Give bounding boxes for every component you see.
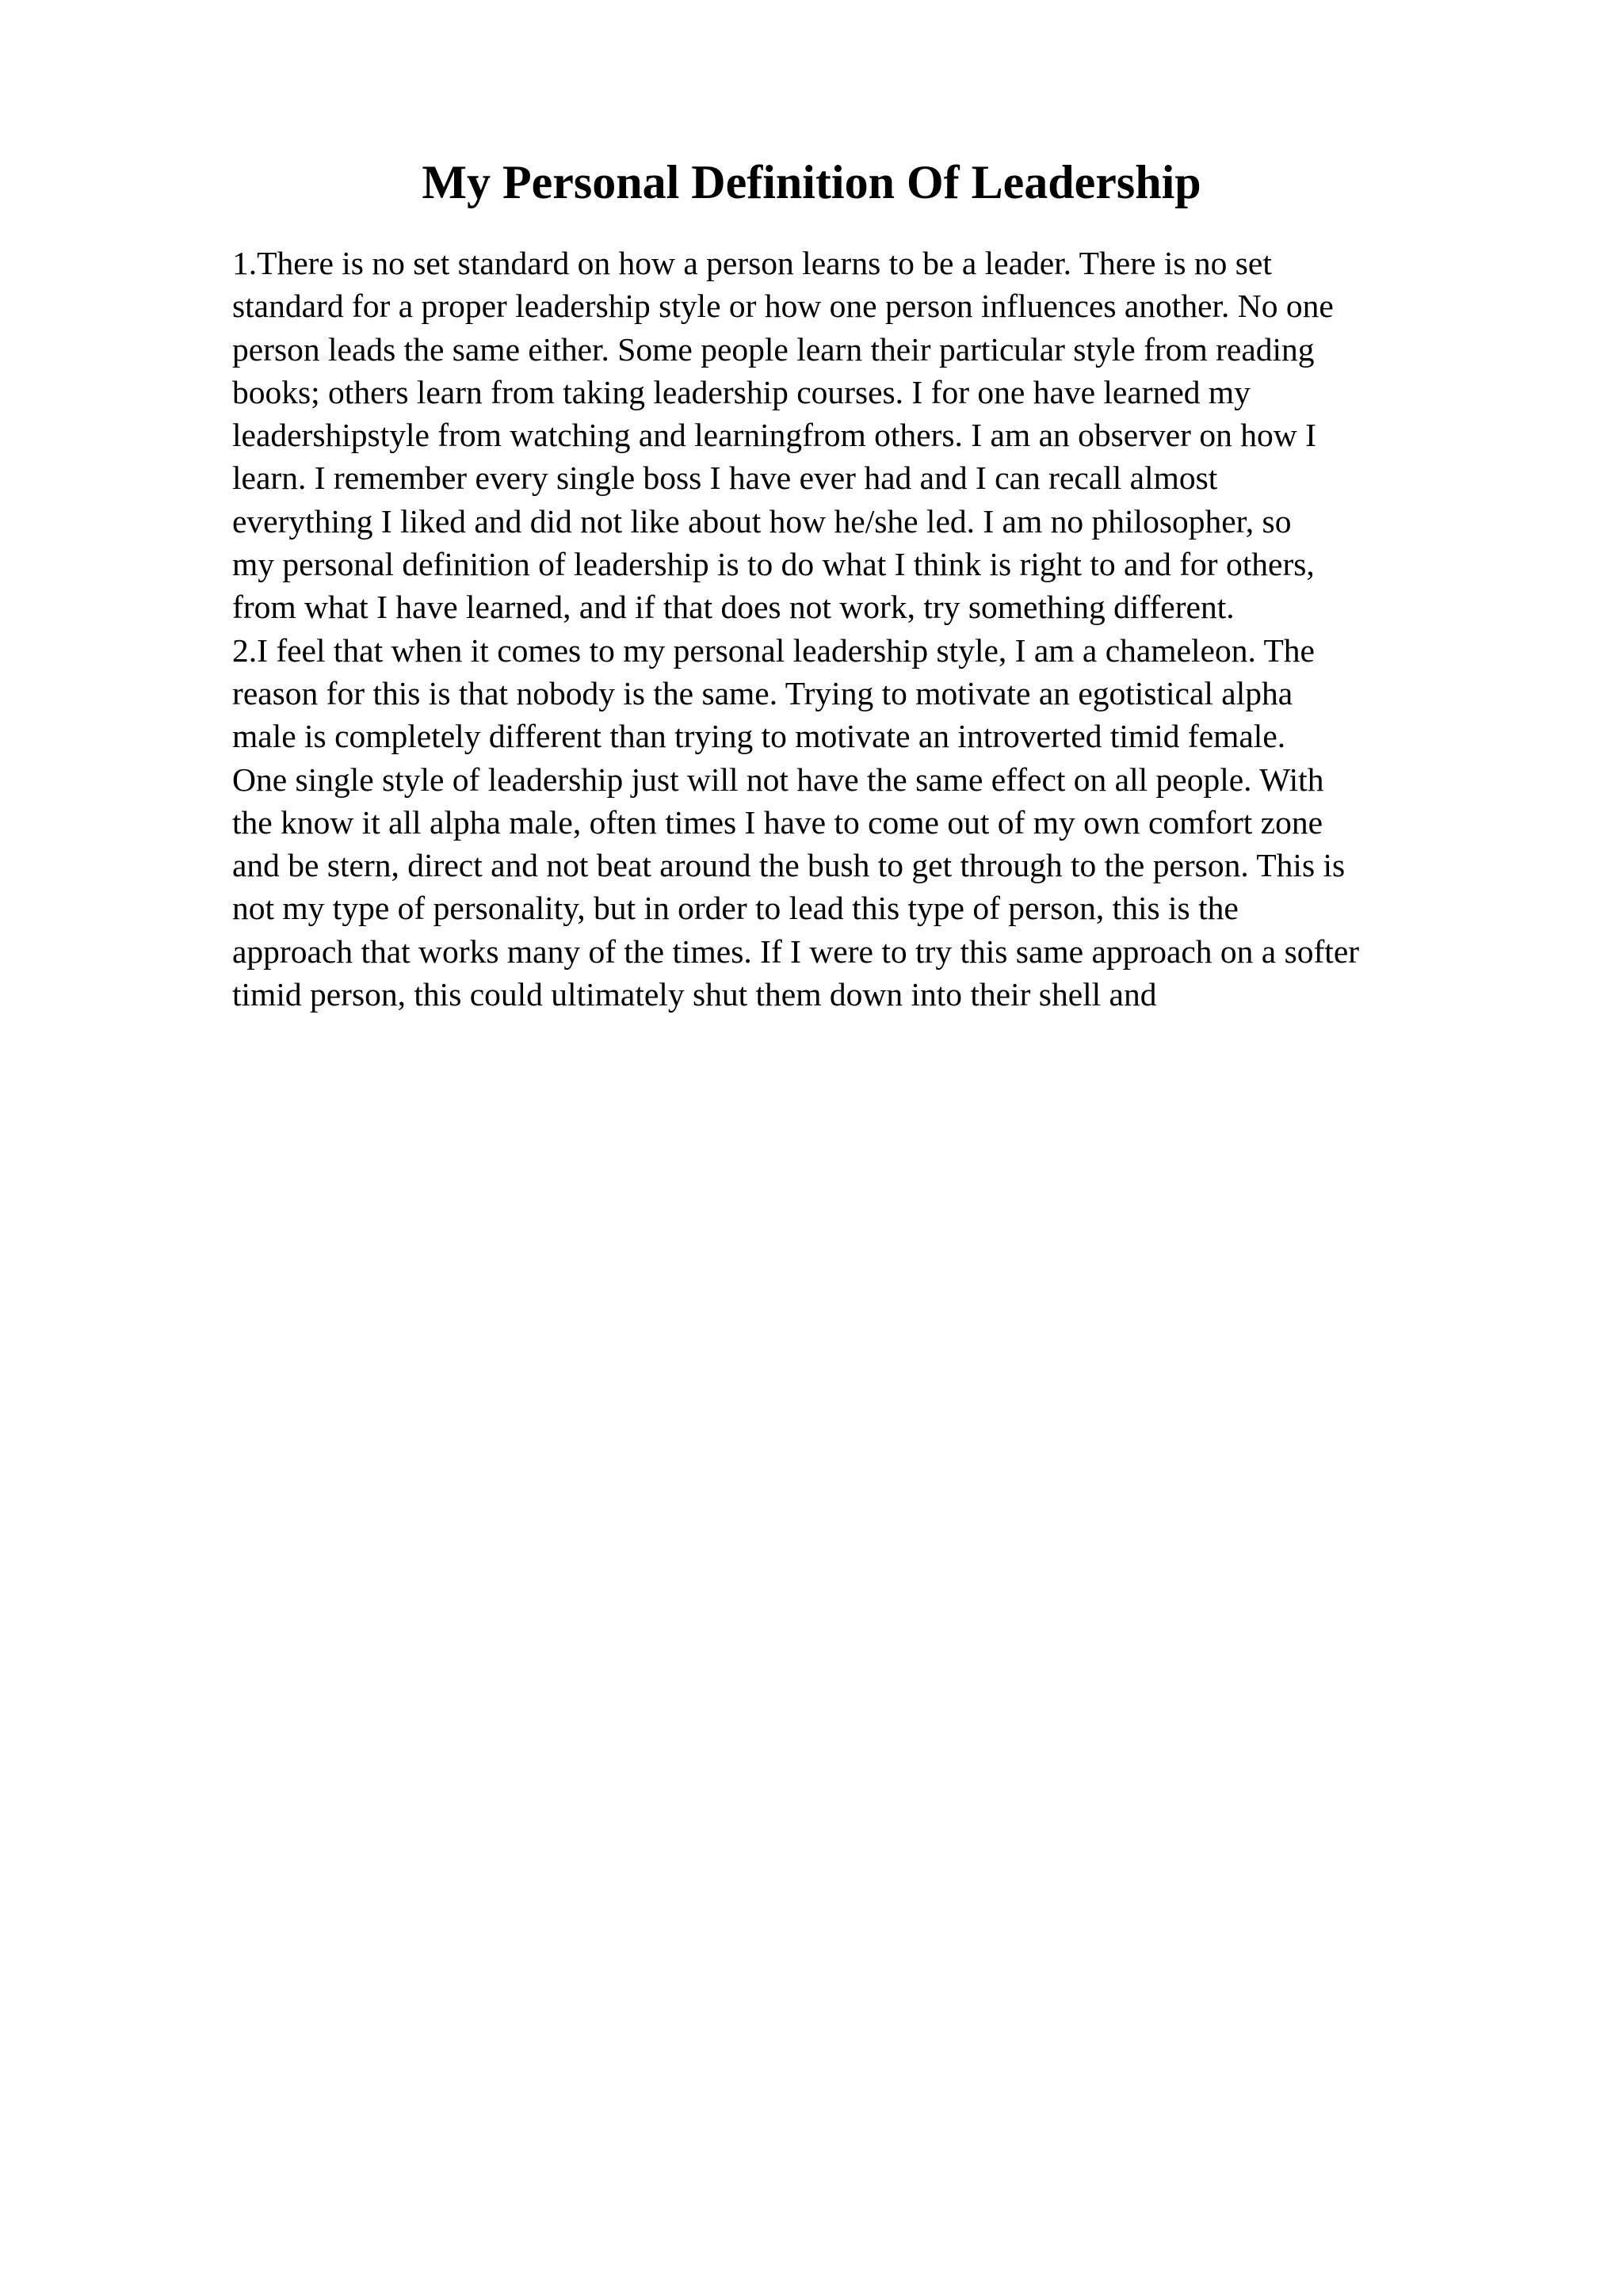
body-line: reason for this is that nobody is the same. Trying to motivate an egotistical alpha [232, 674, 1293, 711]
body-line: One single style of leadership just will not have the same effect on all people. With [232, 761, 1324, 798]
body-line: my personal definition of leadership is to do what I think is right to and for others, [232, 546, 1315, 583]
body-line: 2.I feel that when it comes to my personal leadership style, I am a chameleon. The [232, 631, 1315, 669]
body-line: leadershipstyle from watching and learningfrom others. I am an observer on how I [232, 417, 1316, 454]
body-line: 1.There is no set standard on how a person learns to be a leader. There is no set [232, 245, 1272, 281]
body-line: timid person, this could ultimately shut them down into their shell and [232, 976, 1157, 1013]
body-line: books; others learn from taking leadership courses. I for one have learned my [232, 373, 1251, 410]
body-line: male is completely different than trying to motivate an introverted timid female. [232, 718, 1286, 755]
body-line: not my type of personality, but in order to lead this type of person, this is the [232, 890, 1239, 927]
body-line: the know it all alpha male, often times I have to come out of my own comfort zone [232, 803, 1323, 841]
body-line: learn. I remember every single boss I have ever had and I can recall almost [232, 460, 1218, 497]
body-line: standard for a proper leadership style or how one person influences another. No one [232, 288, 1334, 325]
body-line: everything I liked and did not like about how he/she led. I am no philosopher, so [232, 502, 1292, 540]
body-line: from what I have learned, and if that does not work, try something different. [232, 589, 1235, 626]
body-line: person leads the same either. Some people learn their particular style from reading [232, 330, 1315, 368]
body-line: approach that works many of the times. If I were to try this same approach on a softer [232, 933, 1360, 970]
document-body [232, 242, 1516, 1016]
document-title: My Personal Definition Of Leadership [422, 156, 1201, 208]
body-line: and be stern, direct and not beat around the bush to get through to the person. This is [232, 847, 1346, 884]
